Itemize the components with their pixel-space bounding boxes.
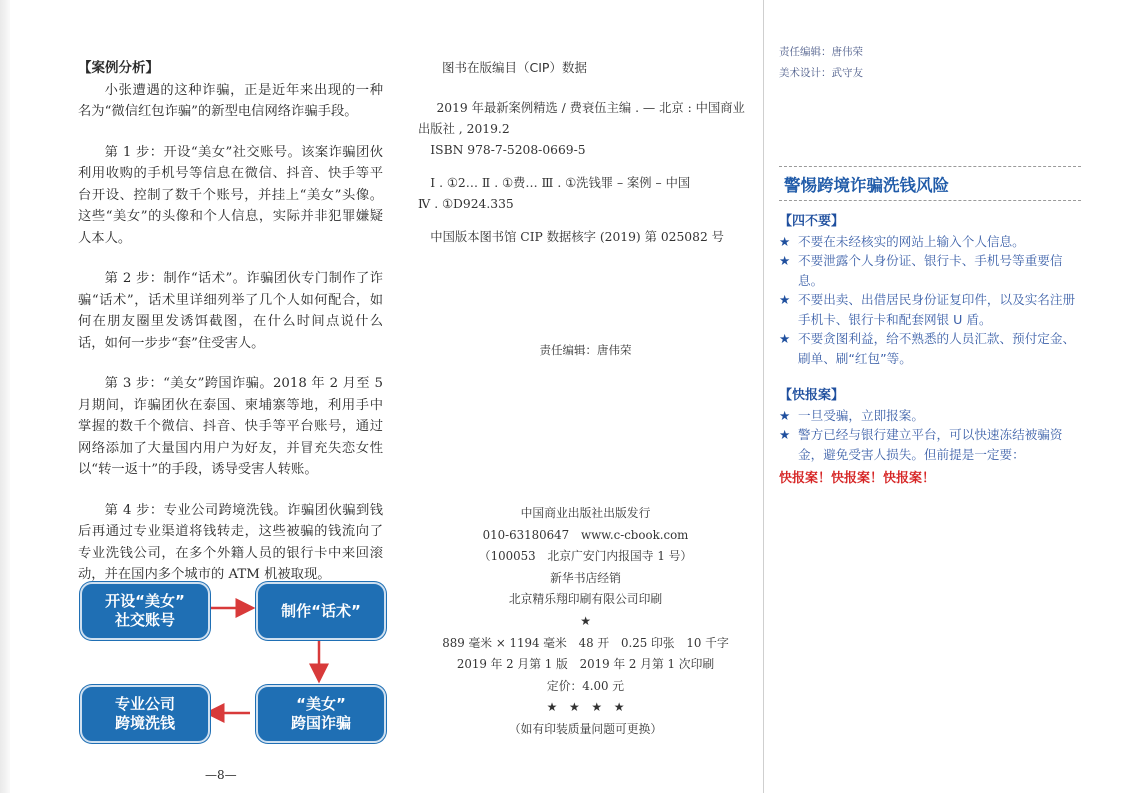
fraud-flow-diagram	[78, 580, 388, 745]
star-icon: ★	[779, 233, 791, 249]
report-fast-section	[779, 386, 1083, 464]
divider-top	[779, 166, 1081, 167]
list-item: ★ 不要在未经核实的网站上输入个人信息。	[779, 232, 1083, 252]
case-analysis-title: 【案例分析】	[78, 60, 159, 76]
star-icon: ★	[779, 407, 791, 423]
cip-heading: 图书在版编目（CIP）数据	[442, 60, 587, 75]
list-item: ★ 不要贪图利益，给不熟悉的人员汇款、预付定金、刷单、刷“红包”等。	[779, 331, 1076, 366]
list-item: ★ 一旦受骗，立即报案。	[779, 406, 1083, 426]
divider-bottom	[779, 200, 1081, 201]
cip-line-classification: Ⅰ . ①2… Ⅱ . ①费… Ⅲ . ①洗钱罪 – 案例 – 中国	[430, 176, 691, 190]
star-icon: ★	[779, 427, 791, 442]
cip-line-isbn: ISBN 978-7-5208-0669-5	[430, 143, 586, 157]
star-icon: ★	[779, 292, 791, 307]
step-3-paragraph: 第 3 步：“美女”跨国诈骗。2018 年 2 月至 5 月期间，诈骗团伙在泰国、柬埔寨等地，利用手中掌握的数千个微信、抖音、快手等平台账号，通过网络添加了大量国内用户为好友，并冒充失恋女性以“转一返十”的手段，诱导受害人转账。	[78, 376, 383, 477]
step-2-paragraph: 第 2 步：制作“话术”。诈骗团伙专门制作了诈骗“话术”，话术里详细列举了几个人如何配合，如何在朋友圈里发诱饵截图，在什么时间点说什么话，如何一步步“套”住受害人。	[78, 271, 383, 351]
star-icon: ★	[779, 253, 791, 268]
warning-title: 警惕跨境诈骗洗钱风险	[784, 176, 949, 195]
colophon-line: （如有印装质量问题可更换）	[508, 721, 663, 736]
intro-paragraph: 小张遭遇的这种诈骗，正是近年来出现的一种名为“微信红包诈骗”的新型电信网络诈骗手段。	[78, 82, 383, 119]
star-divider: ★ ★ ★ ★	[546, 700, 625, 715]
editor-credit: 责任编辑：唐伟荣	[539, 343, 632, 357]
flow-step-3: “美女” 跨国诈骗	[256, 685, 386, 743]
list-item: ★ 不要泄露个人身份证、银行卡、手机号等重要信息。	[779, 253, 1063, 288]
colophon-line: 2019 年 2 月第 1 版 2019 年 2 月第 1 次印刷	[456, 657, 715, 672]
page-fold-line	[763, 0, 764, 793]
step-4-paragraph: 第 4 步：专业公司跨境洗钱。诈骗团伙骗到钱后再通过专业渠道将钱转走，这些被骗的钱流向了专业洗钱公司，在多个外籍人员的银行卡中来回滚动，并在国内多个城市的 ATM 机被取现。	[78, 502, 383, 582]
colophon-line: 中国商业出版社出版发行	[520, 506, 651, 520]
four-donts-section	[779, 212, 1083, 368]
cip-block	[418, 58, 753, 361]
cip-line-publisher: 出版社 , 2019.2	[418, 122, 510, 136]
colophon-line: 010-63180647 www.c-cbook.com	[482, 527, 689, 542]
back-cover-credits	[779, 42, 863, 84]
page-number: —8—	[205, 768, 237, 782]
colophon-line: 新华书店经销	[550, 570, 621, 585]
colophon-line: 889 毫米 × 1194 毫米 48 开 0.25 印张 10 千字	[442, 635, 729, 650]
section-title: 【快报案】	[779, 388, 845, 403]
flow-step-2: 制作“话术”	[256, 582, 386, 640]
cip-line-record: 中国版本图书馆 CIP 数据核字 (2019) 第 025082 号	[430, 230, 724, 244]
left-page	[78, 58, 383, 586]
star-divider: ★	[580, 613, 591, 628]
cip-line-code: Ⅳ . ①D924.335	[418, 197, 514, 211]
colophon	[418, 503, 753, 741]
cip-line-title: 2019 年最新案例精选 / 费衰伍主编 . — 北京 : 中国商业	[436, 101, 745, 115]
list-item: ★ 警方已经与银行建立平台，可以快速冻结被骗资金，避免受害人损失。但前提是一定要：	[779, 427, 1063, 462]
flow-step-1: 开设“美女” 社交账号	[80, 582, 210, 640]
report-alert: 快报案！快报案！快报案！	[779, 471, 936, 486]
colophon-line: （100053 北京广安门内报国寺 1 号）	[478, 549, 693, 564]
colophon-line: 北京精乐翔印刷有限公司印刷	[508, 592, 663, 607]
section-title: 【四不要】	[779, 214, 845, 229]
scan-edge	[0, 0, 10, 793]
credit-art-design: 美术设计：武守友	[779, 67, 863, 79]
star-icon: ★	[779, 331, 791, 346]
step-1-paragraph: 第 1 步：开设“美女”社交账号。该案诈骗团伙利用收购的手机号等信息在微信、抖音、快手等平台开设、控制了数千个账号，并挂上“美女”头像。这些“美女”的头像和个人信息，实际并非犯罪嫌疑人本人。	[78, 144, 383, 246]
price: 定价：4.00 元	[546, 678, 625, 693]
flow-step-4: 专业公司 跨境洗钱	[80, 685, 210, 743]
list-item: ★ 不要出卖、出借居民身份证复印件，以及实名注册手机卡、银行卡和配套网银 U 盾。	[779, 292, 1076, 327]
credit-editor: 责任编辑：唐伟荣	[779, 46, 863, 58]
